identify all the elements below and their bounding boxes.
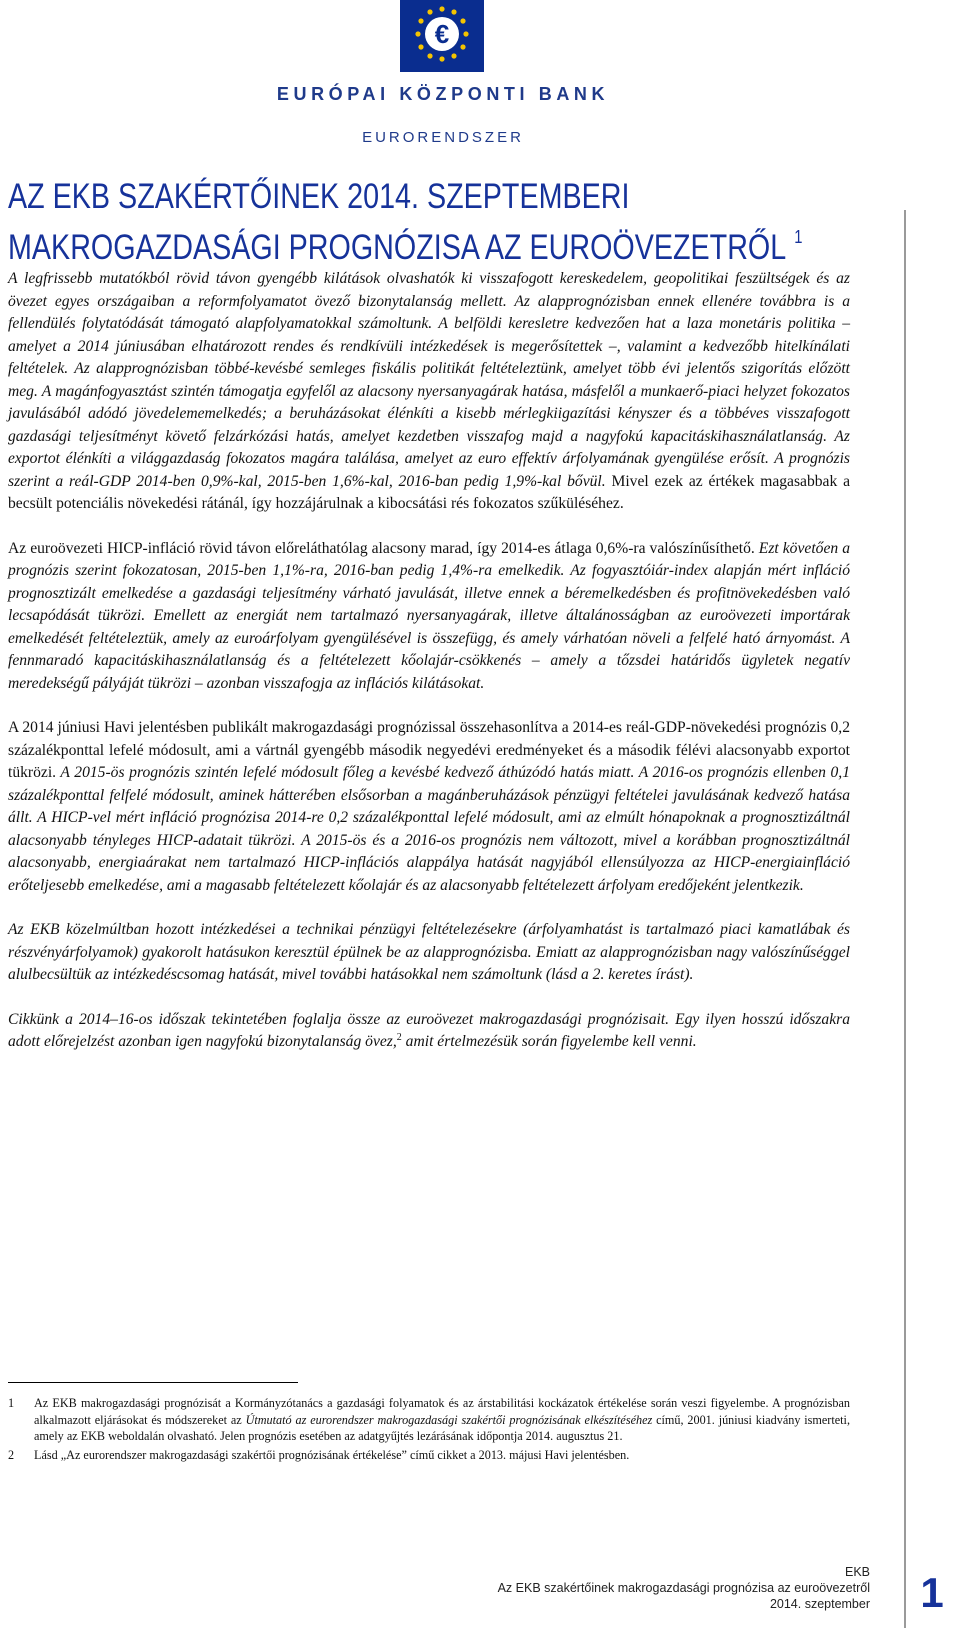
euro-stars-icon bbox=[400, 0, 484, 72]
text-segment: Az EKB közelmúltban hozott intézkedései a technikai pénzügyi feltételezésekre (árfolyamhatást is tartalmazó piaci kamatlábak és részvényárfolyamok) gyakorolt hatásukon keresztül épülnek be az alapprognózisba. Emiatt az alapprognózisban nagy valószínűséggel alulbecsültük az intézkedéscsomag hatását, mivel további hatásokkal nem számoltunk (lásd a 2. keretes írást). bbox=[8, 921, 850, 983]
title-line-1: AZ EKB SZAKÉRTŐINEK 2014. SZEPTEMBERI bbox=[8, 177, 630, 216]
text-segment: A legfrissebb mutatókból rövid távon gyengébb kilátások olvashatók ki visszafogott kereskedelem, geopolitikai feszültségek és az övezet egyes országaiban a reformfolyamatot övező bizonytalanság mellett. Az alapprognózisban ennek ellenére továbbra is a fellendülés folytatódását támogató alapfolyamatokkal számoltunk. A belföldi keresletre kedvezően hat a laza monetáris politika – amelyet a 2014 júniusában elhatározott rendes és rendkívüli intézkedések is megerősítettek –, valamint a kedvezőbb hitelkínálati feltételek. Az alapprognózisban többé-kevésbé semleges fiskális politikát feltételeztünk, amelyet több évi jelentős szigorítás előzött meg. A magánfogyasztást szintén támogatja egyfelől az alacsony nyersanyagárak hatása, másfelől a munkaerő-piaci helyzet fokozatos javulásából adódó jövedelememelkedés; a beruházásokat élénkíti a kisebb mérlegkiigazítási kényszer és a többéves visszafogott gazdasági teljesítményt követő felzárkózási hatás, amelyet kezdetben visszafog majd a nagyfokú kapacitáskihasználatlanság. Az exportot élénkíti a világgazdaság fokozatos magára találása, amelyet az euro effektív árfolyamának gyengülése erősít. A prognózis szerint a reál-GDP 2014-ben 0,9%-kal, 2015-ben 1,6%-kal, 2016-ban pedig 1,9%-kal bővül. bbox=[8, 270, 850, 490]
eurosystem-name: EURORENDSZER bbox=[362, 129, 524, 146]
text-segment: A 2015-ös prognózis szintén lefelé módosult főleg a kevésbé kedvező áthúzódó hatás miatt. A 2016-os prognózis ellenben 0,1 százalékponttal felfelé módosult, aminek hátterében elsősorban a magánberuházások pénzügyi feltételei javulásának kedvező hatása állt. A HICP-vel mért infláció prognózisa 2014-re 0,2 százalékponttal lefelé módosult, ami az elmúlt hónapoknak a prognosztizáltnál alacsonyabb tényleges HICP-adatait tükrözi. A 2015-ös és a 2016-os prognózis nem változott, mivel a korábban prognosztizáltnál alacsonyabb, energiaárakat nem tartalmazó HICP-inflációs alappálya hatását nagyjából ellensúlyozza az HICP-energiainfláció erőteljesebb emelkedése, ami a magasabb feltételezett kőolajár és az alacsonyabb feltételezett árfolyam eredőjeként jelentkezik. bbox=[8, 764, 850, 894]
article-body bbox=[8, 268, 850, 1076]
text-segment: Útmutató az eurorendszer makrogazdasági szakértői prognózisának elkészítéséhez bbox=[245, 1412, 653, 1427]
paragraph bbox=[8, 919, 850, 987]
text-segment: Mivel ezek az értékek magasabbak a becsült potenciális növekedési rátánál, így hozzájárulnak a kibocsátási rés fokozatos szűküléséhez. bbox=[8, 472, 851, 512]
paragraph bbox=[8, 538, 850, 696]
footnote-number: 2 bbox=[8, 1447, 15, 1462]
footnote-number: 1 bbox=[8, 1396, 15, 1410]
text-segment: amit értelmezésük során figyelembe kell venni. bbox=[401, 1033, 697, 1050]
text-segment: Cikkünk a 2014–16-os időszak tekintetében foglalja össze az euroövezet makrogazdasági prognózisait. Egy ilyen hosszú időszakra adott előrejelzést azonban igen nagyfokú bizonytalanság övez, bbox=[8, 1010, 850, 1050]
footnote-separator bbox=[8, 1382, 298, 1383]
footer-date: 2014. szeptember bbox=[769, 1597, 870, 1611]
text-segment: Lásd „Az eurorendszer makrogazdasági szakértői prognózisának értékelése” című cikket a 2013. májusi Havi jelentésben. bbox=[34, 1447, 630, 1462]
ecb-logo bbox=[0, 0, 960, 150]
text-segment: Az euroövezeti HICP-infláció rövid távon előreláthatólag alacsony marad, így 2014-es átlaga 0,6%-ra valószínűsíthető. bbox=[8, 539, 755, 557]
text-segment: Az EKB makrogazdasági prognózisát a Kormányzótanács a gazdasági folyamatok és az árstabilitási kockázatok értékelése során veszi figyelembe. A prognózisban alkalmazott eljárásokat és módszereket az bbox=[34, 1396, 850, 1427]
margin-rule bbox=[904, 210, 906, 1628]
footnotes bbox=[8, 1395, 850, 1465]
footnote bbox=[8, 1447, 850, 1464]
footnote bbox=[8, 1395, 850, 1445]
paragraph bbox=[8, 1009, 850, 1054]
page-footer bbox=[498, 1564, 870, 1612]
text-segment: A 2014 júniusi Havi jelentésben publikált makrogazdasági prognózissal összehasonlítva a 2014-es reál-GDP-növekedési prognózis 0,2 százalékponttal lefelé módosult, ami a vártnál gyengébb második negyedévi eredményeket és a második félévi alacsonyabb exportot tükrözi. bbox=[8, 719, 850, 781]
page-number: 1 bbox=[920, 1569, 944, 1616]
bank-name: EURÓPAI KÖZPONTI BANK bbox=[276, 84, 610, 104]
title-footnote-ref[interactable]: 1 bbox=[794, 227, 803, 247]
footer-publisher: EKB bbox=[844, 1565, 870, 1579]
paragraph bbox=[8, 268, 850, 516]
page-title bbox=[8, 176, 803, 268]
text-segment: Ezt követően a prognózis szerint fokozatosan, 2015-ben 1,1%-ra, 2016-ban pedig 1,4%-ra emelkedik. Az fogyasztóiár-index alapján mért infláció prognosztizált emelkedése a gazdasági teljesítmény várható javulását, illetve ennek a béremelkedésben és profitnövekedésben való lecsapódását tükrözi. Emellett az energiát nem tartalmazó nyersanyagárak, illetve általánosságban az euroövezeti importárak emelkedését feltételeztük, amely az euroárfolyam gyengülésével is összefügg, és amely várhatóan növeli a felfelé ható árnyomást. A fennmaradó kapacitáskihasználatlanság és a feltételezett kőolajár-csökkenés – amely a tőzsdei határidős ügyletek negatív meredekségű pályáját tükrözi – azonban visszafogja az inflációs kilátásokat. bbox=[8, 539, 850, 692]
footnote-ref[interactable]: 2 bbox=[396, 1032, 402, 1043]
euro-symbol: € bbox=[434, 19, 450, 49]
text-segment: című, 2001. júniusi kiadvány ismerteti, amely az EKB weboldalán olvasható. Jelen prognózis esetében az adatgyűjtés lezárásának időpontja 2014. augusztus 21. bbox=[34, 1412, 850, 1443]
paragraph bbox=[8, 717, 850, 897]
title-line-2: MAKROGAZDASÁGI PROGNÓZISA AZ EUROÖVEZETRŐL bbox=[8, 228, 787, 267]
footer-title: Az EKB szakértőinek makrogazdasági prognózisa az euroövezetről bbox=[497, 1581, 870, 1595]
